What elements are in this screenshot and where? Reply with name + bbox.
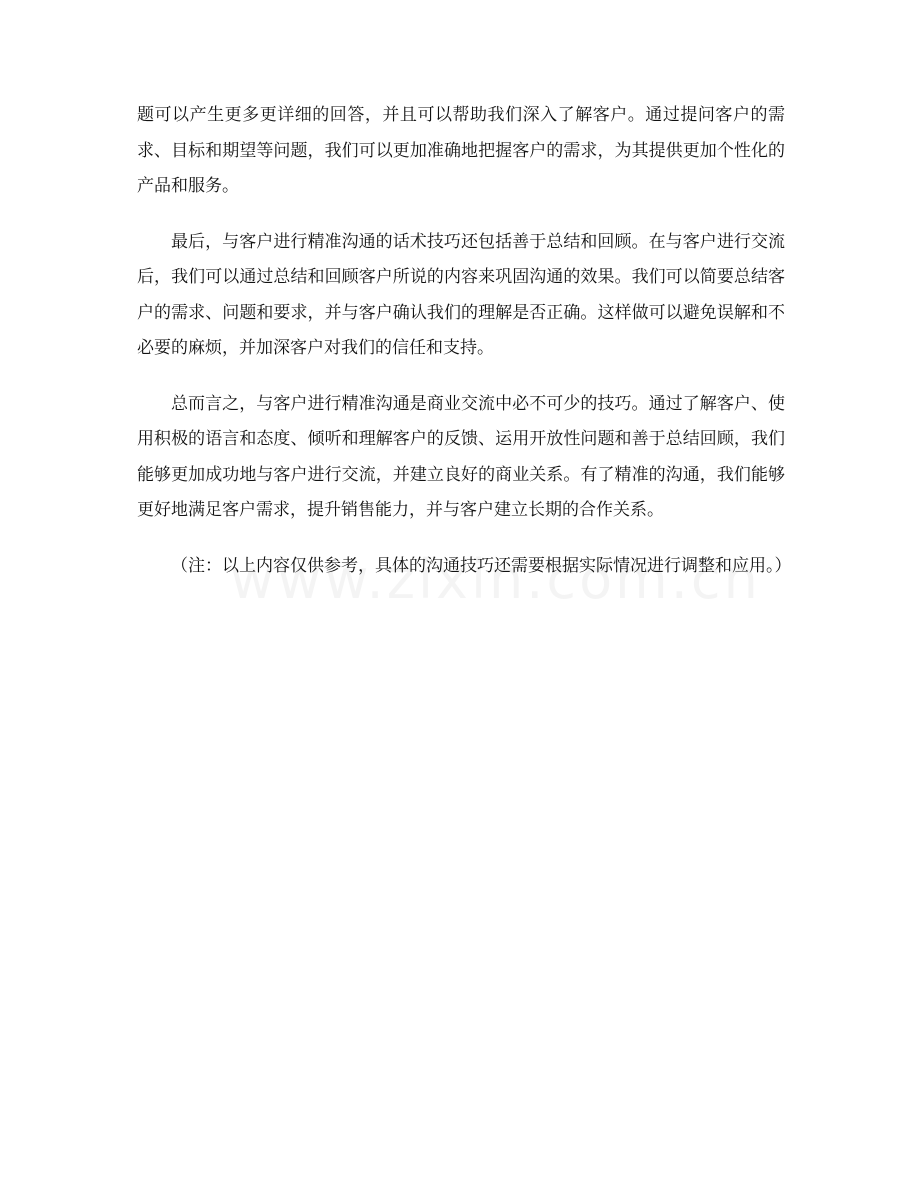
- paragraph-conclusion: 总而言之，与客户进行精准沟通是商业交流中必不可少的技巧。通过了解客户、使用积极的语言和态度、倾听和理解客户的反馈、运用开放性问题和善于总结回顾，我们能够更加成功地与客户进行交流，并建立良好的商业关系。有了精准的沟通，我们能够更好地满足客户需求，提升销售能力，并与客户建立长期的合作关系。: [137, 393, 785, 520]
- document-body: [137, 98, 792, 604]
- paragraph-note: （注：以上内容仅供参考，具体的沟通技巧还需要根据实际情况进行调整和应用。）: [171, 555, 792, 576]
- paragraph-summarize-review: 最后，与客户进行精准沟通的话术技巧还包括善于总结和回顾。在与客户进行交流后，我们可以通过总结和回顾客户所说的内容来巩固沟通的效果。我们可以简要总结客户的需求、问题和要求，并与客户确认我们的理解是否正确。这样做可以避免误解和不必要的麻烦，并加深客户对我们的信任和支持。: [137, 231, 785, 358]
- paragraph-open-questions: 题可以产生更多更详细的回答，并且可以帮助我们深入了解客户。通过提问客户的需求、目标和期望等问题，我们可以更加准确地把握客户的需求，为其提供更加个性化的产品和服务。: [137, 105, 785, 196]
